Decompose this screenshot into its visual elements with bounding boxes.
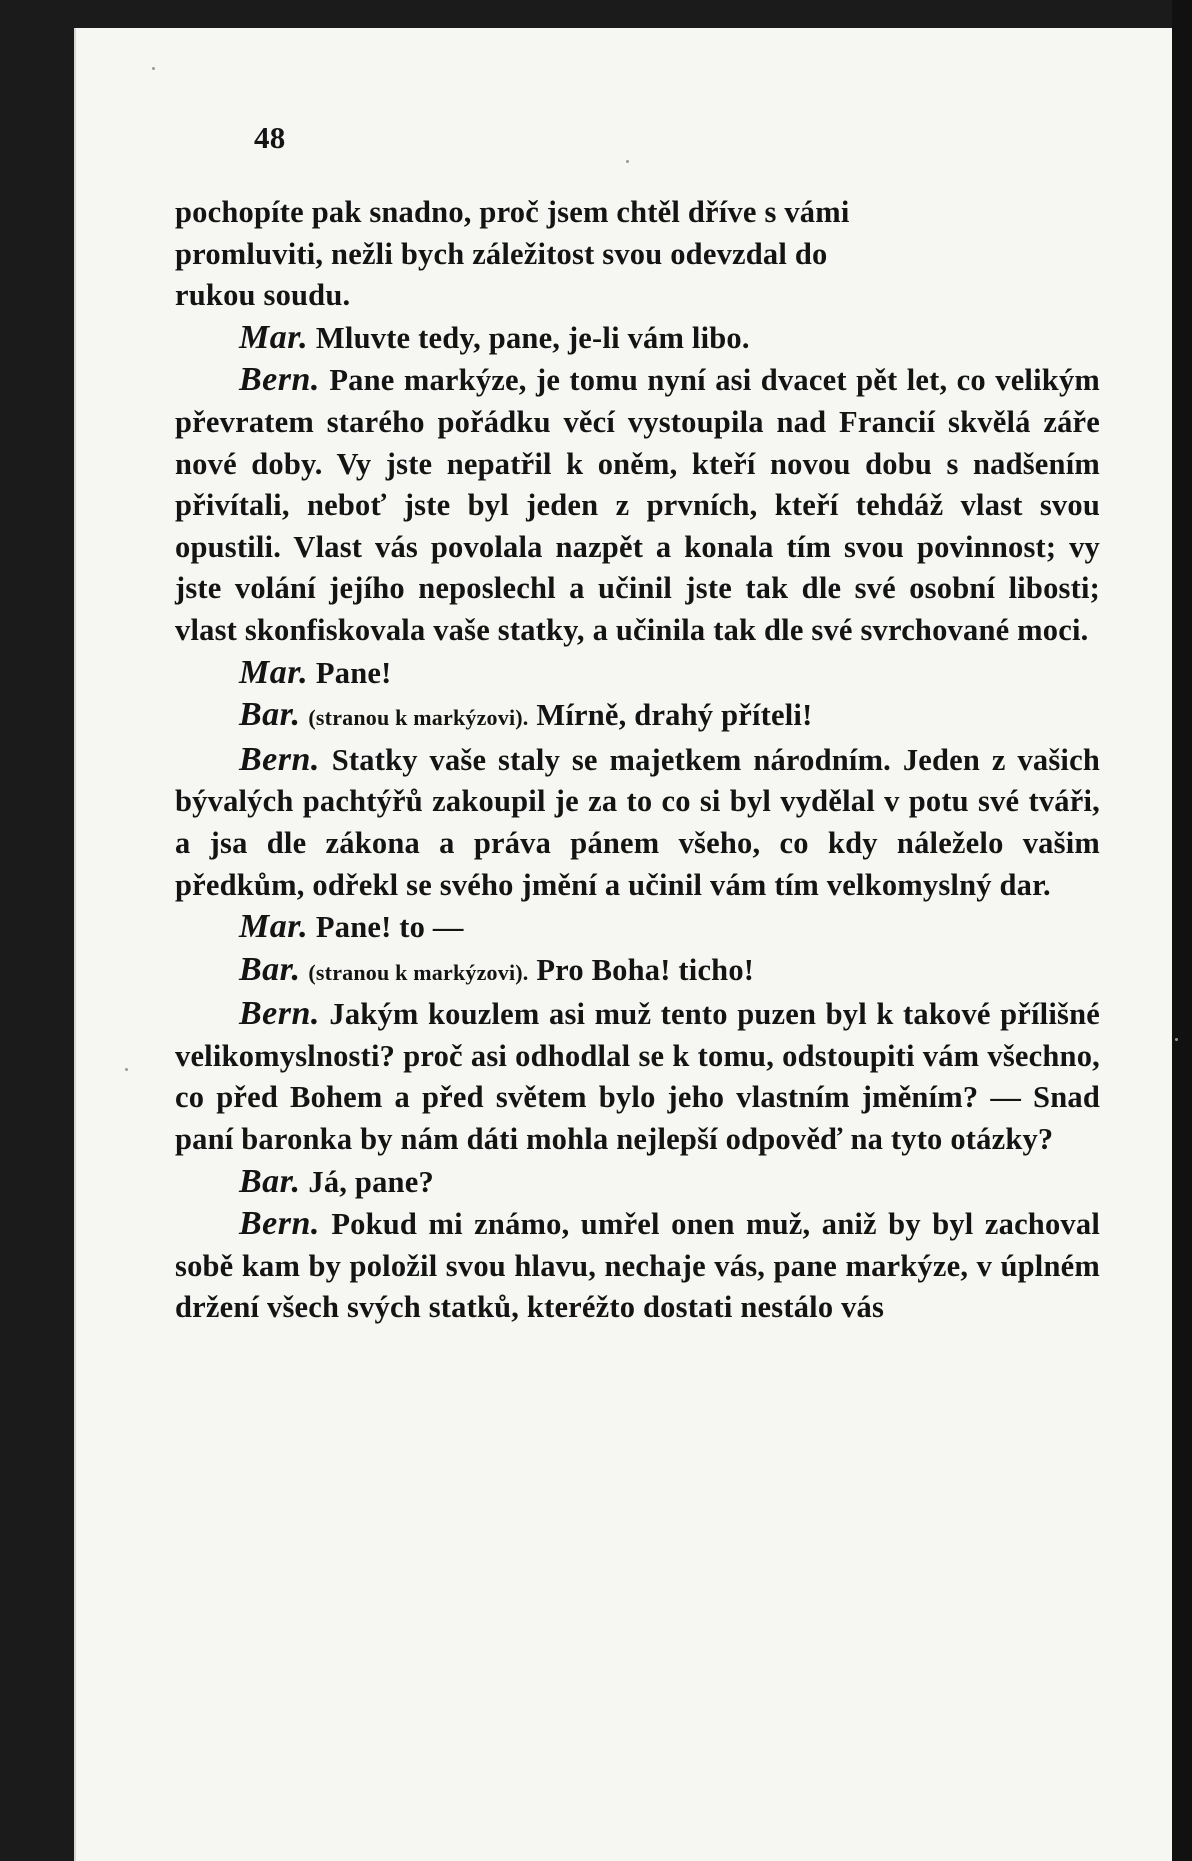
text-line: promluviti, nežli bych záležitost svou odevzdal do	[175, 236, 828, 271]
speaker-label: Mar.	[239, 908, 309, 946]
text-line: pochopíte pak snadno, proč jsem chtěl dříve s vámi	[175, 195, 850, 229]
scan-speck	[152, 67, 155, 70]
speech-text: Pane!	[315, 655, 392, 690]
speech-bar-3	[175, 1161, 1100, 1204]
speech-mar-1	[175, 317, 1100, 360]
speaker-label: Bar.	[239, 950, 301, 988]
scan-speck	[1175, 1038, 1178, 1041]
paragraph-continuation	[175, 192, 1100, 317]
speaker-label: Bar.	[239, 696, 301, 734]
speech-text: Jakým kouzlem asi muž tento puzen byl k takové přílišné velikomyslnosti? proč asi odhodlal se k tomu, odstoupiti vám všechno, co před Bohem a před světem bylo jeho vlastním jměním? — Snad paní baronka by nám dáti mohla nejlepší odpověď na tyto otázky?	[175, 997, 1101, 1157]
speech-bern-2	[175, 739, 1100, 906]
scan-speck	[125, 1068, 128, 1071]
speech-bern-3	[175, 993, 1100, 1160]
speech-text: Já, pane?	[308, 1164, 434, 1199]
page-number: 48	[254, 120, 286, 155]
speech-mar-2	[175, 652, 1100, 695]
speaker-label: Bern.	[239, 995, 320, 1033]
speech-bar-2	[175, 949, 1100, 994]
speech-text: Pro Boha! ticho!	[536, 952, 755, 987]
speech-mar-3	[175, 906, 1100, 949]
page-text	[175, 118, 1100, 1329]
speech-text: Mírně, drahý příteli!	[536, 698, 813, 733]
stage-direction: (stranou k markýzovi).	[308, 705, 529, 731]
speaker-label: Bern.	[239, 361, 320, 399]
speech-text: Mluvte tedy, pane, je-li vám libo.	[315, 320, 750, 355]
stage-direction: (stranou k markýzovi).	[308, 959, 529, 985]
speech-bern-1	[175, 359, 1100, 651]
speaker-label: Mar.	[239, 318, 309, 356]
speech-text: Statky vaše staly se majetkem národním. Jeden z vašich bývalých pachtýřů zakoupil je za to co si byl vydělal v potu své tváři, a jsa dle zákona a práva pánem všeho, co kdy náleželo vašim předkům, odřekl se svého jmění a učinil vám tím velkomyslný dar.	[175, 742, 1100, 902]
speech-text: Pokud mi známo, umřel onen muž, aniž by byl zachoval sobě kam by položil svou hlavu, nechaje vás, pane markýze, v úplném držení všech svých statků, kteréžto dostati nestálo vás	[175, 1207, 1100, 1325]
text-line: rukou soudu.	[175, 278, 351, 313]
speaker-label: Bern.	[239, 740, 320, 778]
speaker-label: Mar.	[239, 653, 309, 691]
speech-bar-1	[175, 694, 1100, 739]
speaker-label: Bern.	[239, 1205, 320, 1243]
scan-edge	[1172, 0, 1192, 1861]
speech-bern-4	[175, 1203, 1100, 1329]
speech-text: Pane markýze, je tomu nyní asi dvacet pět let, co velikým převratem starého pořádku věcí vystoupila nad Francií skvělá záře nové doby. Vy jste nepatřil k oněm, kteří novou dobu s nadšením přivítali, neboť jste byl jeden z prvních, kteří tehdáž vlast svou opustili. Vlast vás povolala nazpět a konala tím svou povinnost; vy jste volání jejího neposlechl a učinil jste tak dle své osobní libosti; vlast skonfiskovala vaše statky, a učinila tak dle své svrchované moci.	[175, 363, 1101, 647]
speech-text: Pane! to —	[315, 910, 464, 945]
speaker-label: Bar.	[239, 1162, 301, 1200]
